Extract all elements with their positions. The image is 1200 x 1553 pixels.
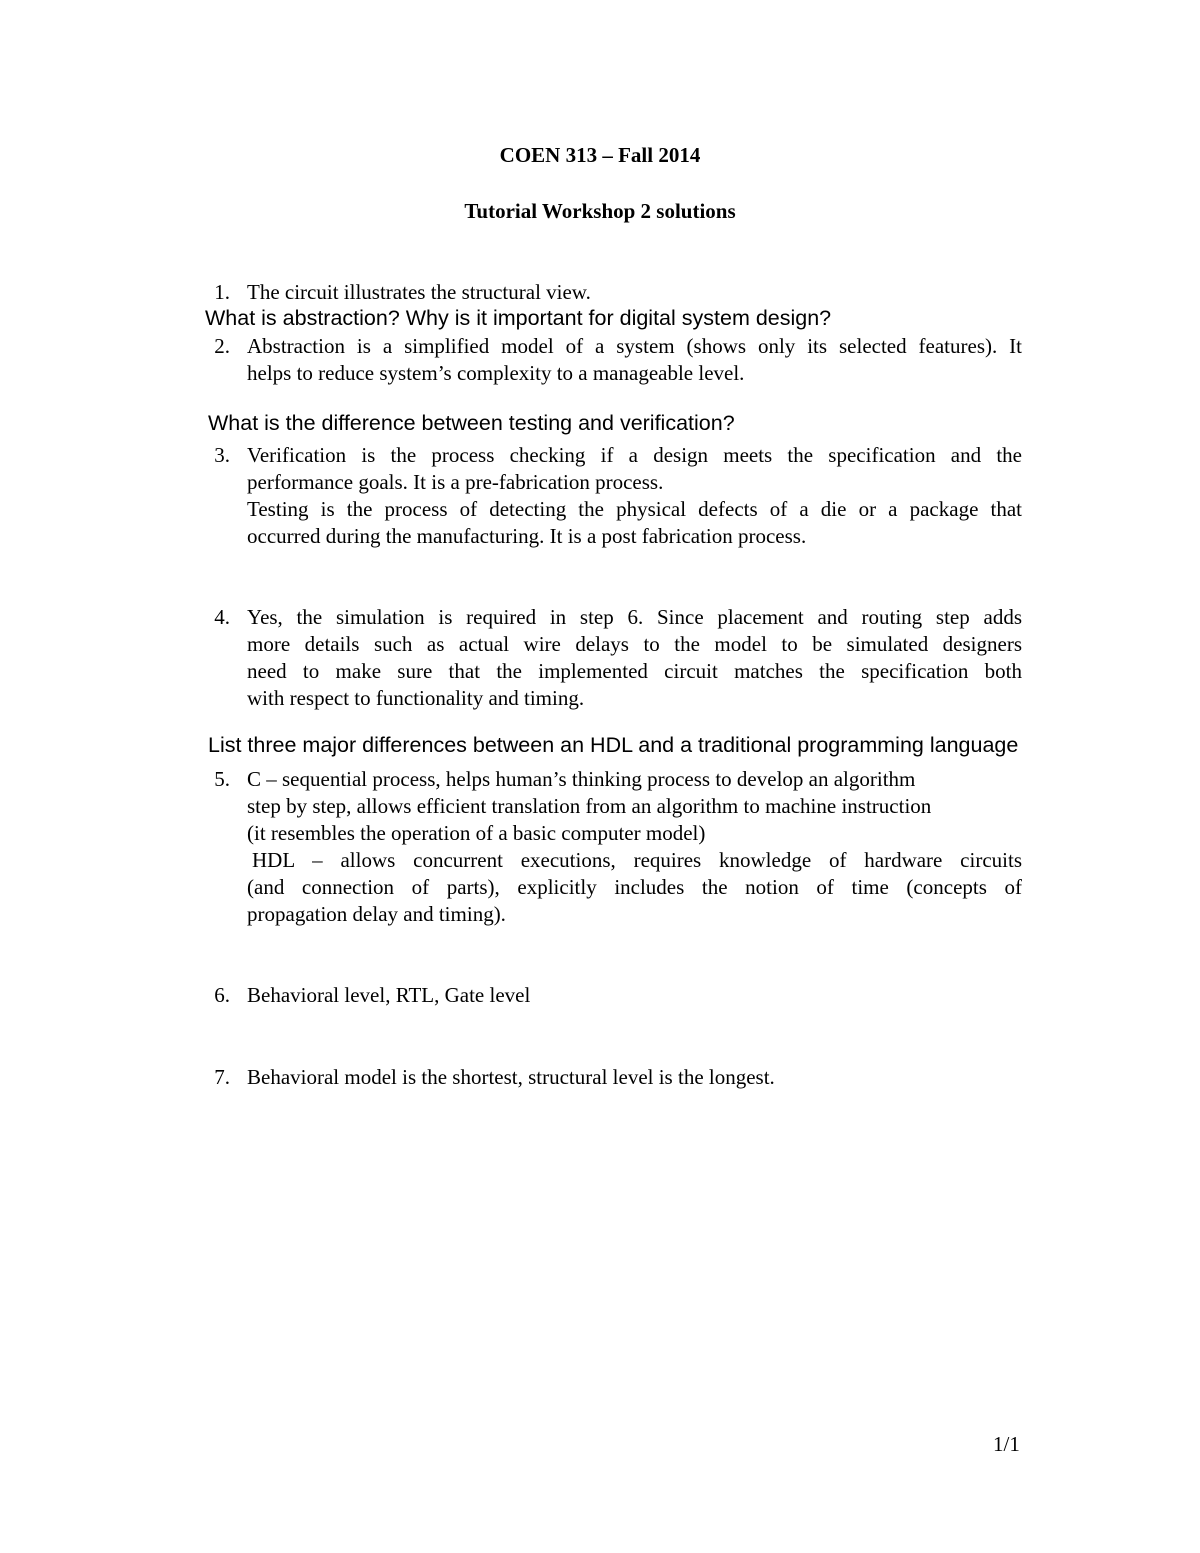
item-number: 4. bbox=[214, 605, 230, 629]
answer-line: with respect to functionality and timing. bbox=[247, 686, 585, 710]
item-number: 3. bbox=[214, 443, 230, 467]
answer-line: occurred during the manufacturing. It is a post fabrication process. bbox=[247, 524, 807, 548]
answer-line: step by step, allows efficient translation from an algorithm to machine instruction bbox=[247, 794, 932, 818]
answer-line: Yes, the simulation is required in step 6. Since placement and routing step adds bbox=[247, 605, 1022, 629]
answer-7 bbox=[247, 1064, 1022, 1091]
answer-1 bbox=[247, 279, 1022, 306]
item-number: 2. bbox=[214, 334, 230, 358]
question-testing-verification: What is the difference between testing and verification? bbox=[208, 411, 735, 435]
answer-line: Behavioral model is the shortest, structural level is the longest. bbox=[247, 1065, 775, 1089]
answer-line: helps to reduce system’s complexity to a manageable level. bbox=[247, 361, 745, 385]
answer-line: performance goals. It is a pre-fabrication process. bbox=[247, 470, 664, 494]
item-number: 7. bbox=[214, 1065, 230, 1089]
answer-line: propagation delay and timing). bbox=[247, 902, 506, 926]
answer-line: more details such as actual wire delays to the model to be simulated designers bbox=[247, 632, 1022, 656]
item-number: 5. bbox=[214, 767, 230, 791]
question-hdl-differences: List three major differences between an HDL and a traditional programming language bbox=[208, 733, 1019, 757]
answer-4 bbox=[247, 604, 1022, 712]
answer-6 bbox=[247, 982, 1022, 1009]
answer-line: Testing is the process of detecting the physical defects of a die or a package that bbox=[247, 497, 1022, 521]
answer-line: Abstraction is a simplified model of a system (shows only its selected features). It bbox=[247, 334, 1022, 358]
answer-line: C – sequential process, helps human’s thinking process to develop an algorithm bbox=[247, 767, 916, 791]
page-number: 1/1 bbox=[993, 1432, 1020, 1456]
answer-line: (and connection of parts), explicitly includes the notion of time (concepts of bbox=[247, 875, 1022, 899]
answer-line: The circuit illustrates the structural view. bbox=[247, 280, 591, 304]
question-abstraction: What is abstraction? Why is it important for digital system design? bbox=[205, 306, 832, 330]
answer-line: (it resembles the operation of a basic computer model) bbox=[247, 821, 706, 845]
document-title: COEN 313 – Fall 2014 bbox=[499, 143, 701, 167]
answer-line: HDL – allows concurrent executions, requires knowledge of hardware circuits bbox=[252, 848, 1022, 872]
item-number: 1. bbox=[214, 280, 230, 304]
answer-line: Behavioral level, RTL, Gate level bbox=[247, 983, 531, 1007]
answer-line: need to make sure that the implemented circuit matches the specification both bbox=[247, 659, 1022, 683]
answer-2 bbox=[247, 333, 1022, 387]
document-subtitle: Tutorial Workshop 2 solutions bbox=[464, 199, 736, 223]
answer-line: Verification is the process checking if a design meets the specification and the bbox=[247, 443, 1022, 467]
answer-5 bbox=[247, 766, 1022, 928]
answer-3 bbox=[247, 442, 1022, 550]
item-number: 6. bbox=[214, 983, 230, 1007]
